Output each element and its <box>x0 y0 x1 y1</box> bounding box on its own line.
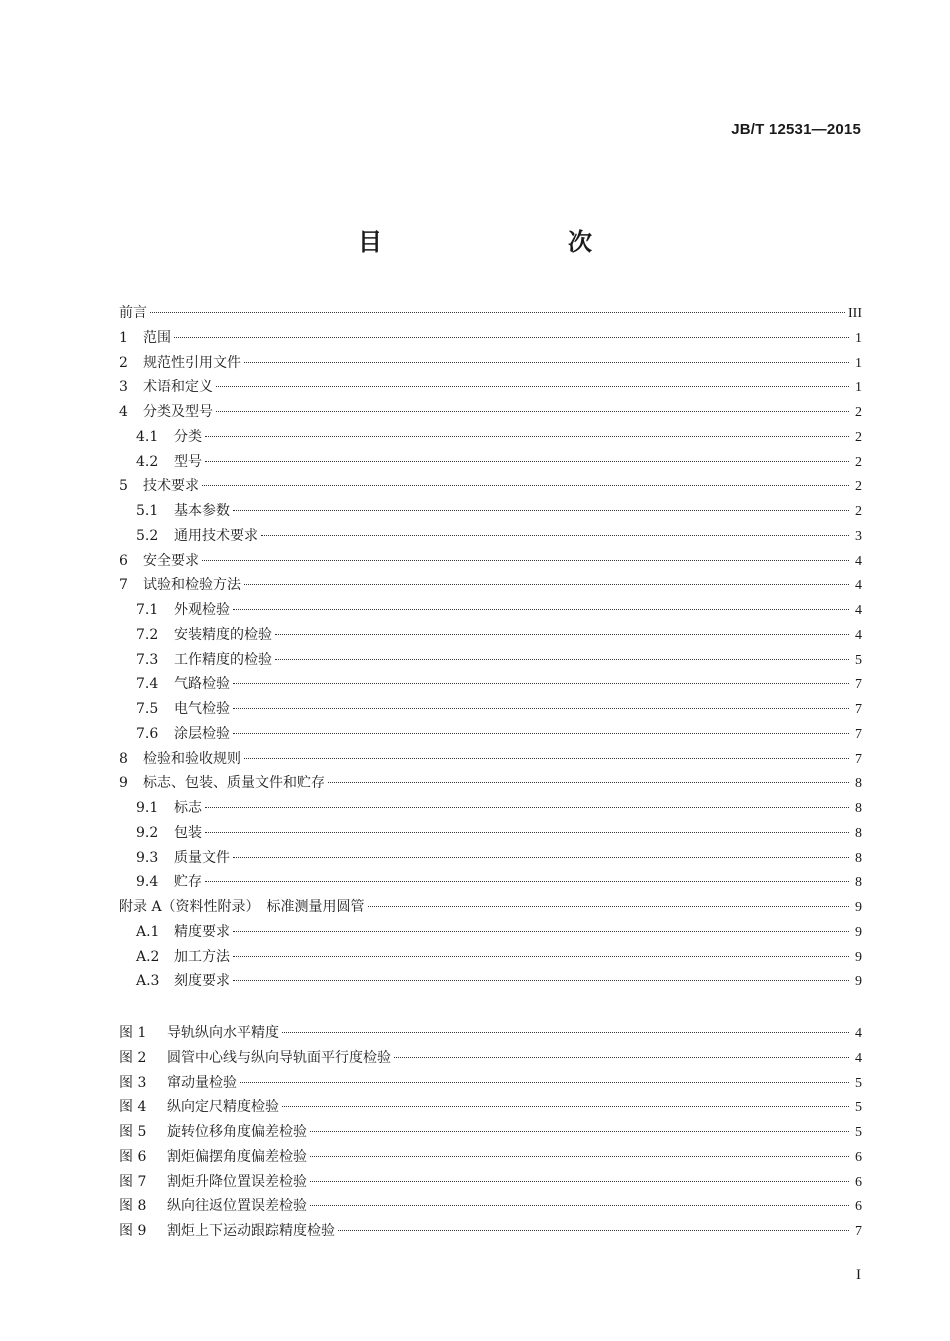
figure-entry[interactable] <box>119 1071 862 1096</box>
toc-entry-number: 7.6 <box>136 725 159 742</box>
toc-entry[interactable] <box>119 648 862 673</box>
dot-leader <box>310 1181 849 1182</box>
figure-entry-title: 割炬上下运动跟踪精度检验 <box>167 1223 335 1239</box>
toc-entry[interactable] <box>119 573 862 598</box>
toc-entry-number: 3 <box>119 379 128 396</box>
dot-leader <box>174 337 849 338</box>
dot-leader <box>310 1156 849 1157</box>
toc-entry-number: 8 <box>119 750 128 767</box>
dot-leader <box>233 931 849 932</box>
toc-entry[interactable] <box>119 549 862 574</box>
toc-entry-number: 5.1 <box>136 503 159 519</box>
dot-leader <box>202 560 849 561</box>
toc-entry[interactable] <box>119 375 862 400</box>
dot-leader <box>244 758 849 759</box>
figure-entry-page: 5 <box>855 1125 862 1140</box>
figure-entry[interactable] <box>119 1095 862 1120</box>
toc-entry[interactable] <box>119 400 862 425</box>
figure-entry[interactable] <box>119 1021 862 1046</box>
figure-entry-page: 6 <box>855 1149 862 1165</box>
toc-entry-page: 2 <box>855 479 862 495</box>
toc-entry[interactable] <box>119 870 862 895</box>
dot-leader <box>240 1082 849 1083</box>
dot-leader <box>205 807 849 808</box>
toc-entry-page: 7 <box>855 702 862 717</box>
figure-entry-number: 图 5 <box>119 1124 147 1140</box>
toc-entry-title: 通用技术要求 <box>174 527 258 544</box>
toc-entry-number: 4.1 <box>136 428 159 445</box>
toc-entry-number: 7.2 <box>136 626 159 643</box>
toc-entry-title: 规范性引用文件 <box>143 354 241 371</box>
toc-entry-title: 安全要求 <box>143 552 199 569</box>
toc-entry-number: A.2 <box>136 948 160 965</box>
figure-entry-page: 5 <box>855 1100 862 1116</box>
dot-leader <box>368 906 849 907</box>
figure-entry-title: 导轨纵向水平精度 <box>167 1025 279 1041</box>
toc-entry-title: 精度要求 <box>174 923 230 940</box>
toc-entry-title: 外观检验 <box>174 602 230 618</box>
list-of-figures <box>119 1021 862 1244</box>
toc-entry-page: 2 <box>855 504 862 519</box>
figure-entry[interactable] <box>119 1170 862 1195</box>
toc-entry-number: 9.1 <box>136 800 159 816</box>
toc-entry-title: 检验和验收规则 <box>143 750 241 767</box>
toc-entry-title: 分类及型号 <box>143 404 213 420</box>
toc-entry-page: 8 <box>855 850 862 866</box>
toc-entry[interactable] <box>119 450 862 475</box>
dot-leader <box>233 857 849 858</box>
toc-entry-page: 4 <box>855 553 862 569</box>
dot-leader <box>205 461 849 462</box>
page-title: 目 次 <box>358 228 638 256</box>
toc-entry-title: 标志 <box>174 800 202 816</box>
dot-leader <box>394 1057 849 1058</box>
toc-entry[interactable] <box>119 326 862 351</box>
toc-entry-page: 9 <box>855 924 862 940</box>
figure-entry-page: 4 <box>855 1050 862 1066</box>
toc-entry-title: 标志、包装、质量文件和贮存 <box>143 775 325 792</box>
toc-entry-title: 贮存 <box>174 874 202 891</box>
toc-entry-page: 5 <box>855 652 862 668</box>
toc-entry-title: 型号 <box>174 453 202 470</box>
toc-entry-page: 2 <box>855 454 862 470</box>
toc-entry[interactable] <box>119 895 862 920</box>
toc-entry-number: 9.3 <box>136 849 159 866</box>
dot-leader <box>244 362 849 363</box>
toc-entry-number: 6 <box>119 552 128 569</box>
figure-entry-number: 图 7 <box>119 1173 147 1190</box>
figure-entry[interactable] <box>119 1046 862 1071</box>
toc-entry-title: 涂层检验 <box>174 725 230 742</box>
dot-leader <box>282 1106 849 1107</box>
dot-leader <box>233 683 849 684</box>
toc-entry-title: 附录 A（资料性附录） 标准测量用圆管 <box>119 899 365 915</box>
toc-entry[interactable] <box>119 301 862 326</box>
toc-entry-title: 质量文件 <box>174 849 230 866</box>
figure-entry-title: 纵向往返位置误差检验 <box>167 1198 307 1215</box>
toc-entry-page: 9 <box>855 974 862 990</box>
dot-leader <box>205 881 849 882</box>
dot-leader <box>205 436 849 437</box>
toc-entry[interactable] <box>119 747 862 772</box>
toc-entry-page: 8 <box>855 825 862 841</box>
figure-entry-page: 7 <box>855 1224 862 1239</box>
figure-entry[interactable] <box>119 1194 862 1219</box>
toc-entry-title: 前言 <box>119 305 147 321</box>
figure-entry-title: 纵向定尺精度检验 <box>167 1099 279 1116</box>
toc-entry-page: 8 <box>855 776 862 792</box>
dot-leader <box>338 1230 849 1231</box>
toc-entry[interactable] <box>119 524 862 549</box>
figure-entry-page: 5 <box>855 1075 862 1091</box>
dot-leader <box>205 832 849 833</box>
toc-entry-number: 4 <box>119 404 128 420</box>
toc-entry-number: 9 <box>119 775 128 792</box>
toc-entry-title: 技术要求 <box>143 478 199 495</box>
dot-leader <box>275 634 849 635</box>
figure-entry[interactable] <box>119 1219 862 1244</box>
toc-entry-title: 刻度要求 <box>174 973 230 990</box>
toc-entry-number: 9.4 <box>136 874 159 891</box>
toc-entry-number: 1 <box>119 329 128 346</box>
dot-leader <box>275 659 849 660</box>
toc-entry-page: 2 <box>855 429 862 445</box>
figure-entry-number: 图 8 <box>119 1198 147 1215</box>
toc-entry-number: 2 <box>119 354 128 371</box>
dot-leader <box>233 609 849 610</box>
toc-entry-number: 9.2 <box>136 824 159 841</box>
toc-entry-page: 4 <box>855 603 862 618</box>
toc-entry-number: 7.1 <box>136 602 159 618</box>
toc-entry-title: 安装精度的检验 <box>174 626 272 643</box>
toc-entry[interactable] <box>119 499 862 524</box>
figure-entry-number: 图 1 <box>119 1025 147 1041</box>
toc-entry-title: 加工方法 <box>174 948 230 965</box>
toc-entry[interactable] <box>119 969 862 994</box>
toc-entry-number: 5.2 <box>136 527 159 544</box>
figure-entry[interactable] <box>119 1120 862 1145</box>
document-code: JB/T 12531—2015 <box>731 121 861 138</box>
figure-entry-number: 图 3 <box>119 1074 147 1091</box>
dot-leader <box>282 1032 849 1033</box>
toc-entry-title: 术语和定义 <box>143 379 213 396</box>
toc-entry-page: 3 <box>855 528 862 544</box>
toc-entry[interactable] <box>119 425 862 450</box>
toc-entry[interactable] <box>119 697 862 722</box>
toc-entry[interactable] <box>119 771 862 796</box>
toc-entry[interactable] <box>119 945 862 970</box>
figure-entry[interactable] <box>119 1145 862 1170</box>
dot-leader <box>216 386 849 387</box>
dot-leader <box>233 980 849 981</box>
toc-entry-title: 范围 <box>143 329 171 346</box>
toc-entry[interactable] <box>119 722 862 747</box>
toc-entry-page: 7 <box>855 677 862 693</box>
toc-entry-number: 7.5 <box>136 701 159 717</box>
figure-entry-page: 4 <box>855 1026 862 1041</box>
toc-entry[interactable] <box>119 672 862 697</box>
figure-entry-title: 圆管中心线与纵向导轨面平行度检验 <box>167 1049 391 1066</box>
dot-leader <box>233 956 849 957</box>
toc-entry-number: 7.3 <box>136 651 159 668</box>
dot-leader <box>216 411 849 412</box>
toc-entry-page: III <box>848 306 862 321</box>
figure-entry-title: 割炬升降位置误差检验 <box>167 1173 307 1190</box>
dot-leader <box>328 782 849 783</box>
toc-entry-page: 9 <box>855 949 862 965</box>
toc-entry-page: 7 <box>855 751 862 767</box>
toc-entry-number: A.3 <box>136 973 160 990</box>
dot-leader <box>261 535 849 536</box>
toc-entry-number: 4.2 <box>136 453 159 470</box>
figure-entry-page: 6 <box>855 1199 862 1215</box>
figure-entry-title: 旋转位移角度偏差检验 <box>167 1124 307 1140</box>
toc-entry-title: 试验和检验方法 <box>143 577 241 594</box>
toc-entry-page: 2 <box>855 405 862 420</box>
toc-entry-page: 8 <box>855 875 862 891</box>
toc-entry[interactable] <box>119 351 862 376</box>
figure-entry-number: 图 4 <box>119 1099 147 1116</box>
toc-entry-title: 气路检验 <box>174 676 230 693</box>
toc-entry-number: A.1 <box>136 923 160 940</box>
dot-leader <box>310 1205 849 1206</box>
toc-entry[interactable] <box>119 474 862 499</box>
figure-entry-title: 割炬偏摆角度偏差检验 <box>167 1148 307 1165</box>
figure-entry-number: 图 9 <box>119 1223 147 1239</box>
dot-leader <box>233 733 849 734</box>
toc-entry[interactable] <box>119 623 862 648</box>
toc-entry[interactable] <box>119 598 862 623</box>
toc-entry-page: 4 <box>855 627 862 643</box>
toc-entry-page: 9 <box>855 900 862 915</box>
toc-entry[interactable] <box>119 796 862 821</box>
dot-leader <box>233 708 849 709</box>
toc-entry-page: 7 <box>855 726 862 742</box>
toc-entry-number: 5 <box>119 478 128 495</box>
toc-entry-title: 基本参数 <box>174 503 230 519</box>
toc-entry-title: 分类 <box>174 428 202 445</box>
toc-entry-page: 8 <box>855 801 862 816</box>
toc-entry-page: 1 <box>855 355 862 371</box>
dot-leader <box>202 485 849 486</box>
toc-entry-number: 7 <box>119 577 128 594</box>
dot-leader <box>244 584 849 585</box>
figure-entry-title: 窜动量检验 <box>167 1074 237 1091</box>
dot-leader <box>310 1131 849 1132</box>
page-number: I <box>856 1267 861 1283</box>
toc-entry[interactable] <box>119 920 862 945</box>
toc-entry-title: 包装 <box>174 824 202 841</box>
toc-entry-page: 1 <box>855 380 862 396</box>
toc-entry-number: 7.4 <box>136 676 159 693</box>
toc-entry-title: 电气检验 <box>174 701 230 717</box>
toc-entry[interactable] <box>119 846 862 871</box>
dot-leader <box>233 510 849 511</box>
figure-entry-page: 6 <box>855 1174 862 1190</box>
toc-entry-page: 1 <box>855 330 862 346</box>
toc-entry-page: 4 <box>855 578 862 594</box>
dot-leader <box>150 312 845 313</box>
table-of-contents <box>119 301 862 994</box>
toc-entry[interactable] <box>119 821 862 846</box>
figure-entry-number: 图 2 <box>119 1049 147 1066</box>
figure-entry-number: 图 6 <box>119 1148 147 1165</box>
toc-entry-title: 工作精度的检验 <box>174 651 272 668</box>
